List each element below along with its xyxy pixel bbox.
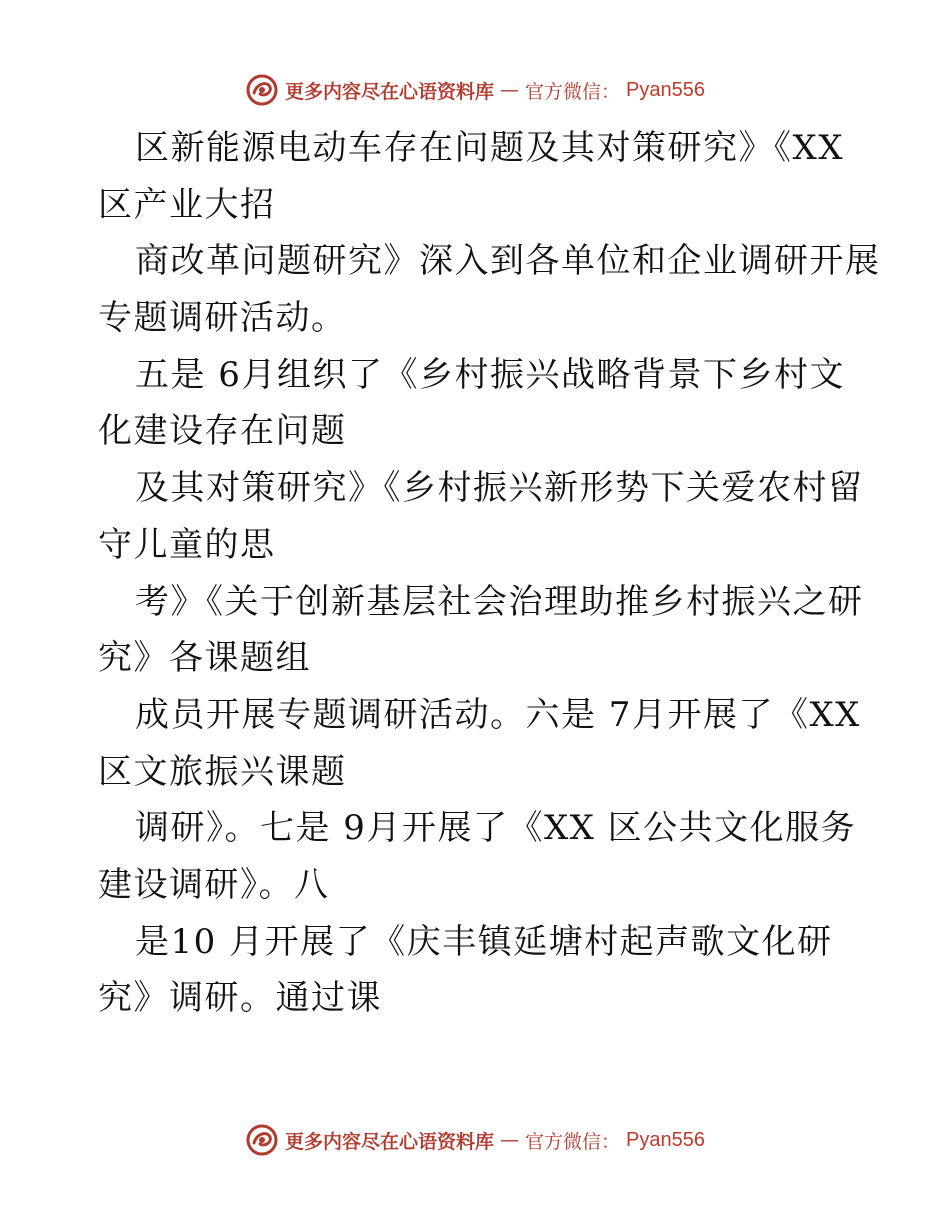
text-line: 考》《关于创新基层社会治理助推乡村振兴之研 [135, 581, 864, 622]
text-line: 区产业大招 [98, 184, 276, 225]
swirl-logo-icon [245, 73, 279, 107]
footer-banner [0, 1120, 950, 1160]
banner-separator: — [500, 1129, 520, 1151]
text-line: 专题调研活动。 [98, 298, 347, 339]
banner-separator: — [500, 79, 520, 101]
text-line: 守儿童的思 [98, 524, 276, 565]
banner-wechat-id: Pyan556 [626, 78, 705, 101]
text-line: 商改革问题研究》深入到各单位和企业调研开展 [135, 241, 881, 282]
text-line: 五是 6月组织了《乡村振兴战略背景下乡村文 [135, 354, 845, 395]
header-banner [0, 70, 950, 110]
banner-title: 更多内容尽在心语资料库 [285, 80, 495, 103]
text-line: 究》调研。通过课 [98, 978, 382, 1019]
banner-wechat-label: 官方微信： [525, 80, 621, 103]
swirl-logo-icon [245, 1123, 279, 1157]
text-line: 建设调研》。八 [98, 864, 330, 905]
banner-wechat-label: 官方微信： [525, 1130, 621, 1153]
document-body [98, 120, 881, 1027]
text-line: 调研》。七是 9月开展了《XX 区公共文化服务 [135, 808, 857, 849]
text-line: 及其对策研究》《乡村振兴新形势下关爱农村留 [135, 468, 864, 509]
text-line: 成员开展专题调研活动。六是 7月开展了《XX [135, 694, 861, 735]
banner-title: 更多内容尽在心语资料库 [285, 1130, 495, 1153]
text-line: 究》各课题组 [98, 638, 311, 679]
text-line: 化建设存在问题 [98, 411, 347, 452]
text-line: 是10 月开展了《庆丰镇延塘村起声歌文化研 [135, 921, 833, 962]
banner-wechat-id: Pyan556 [626, 1128, 705, 1151]
text-line: 区文旅振兴课题 [98, 751, 347, 792]
text-line: 区新能源电动车存在问题及其对策研究》《XX [135, 128, 844, 168]
